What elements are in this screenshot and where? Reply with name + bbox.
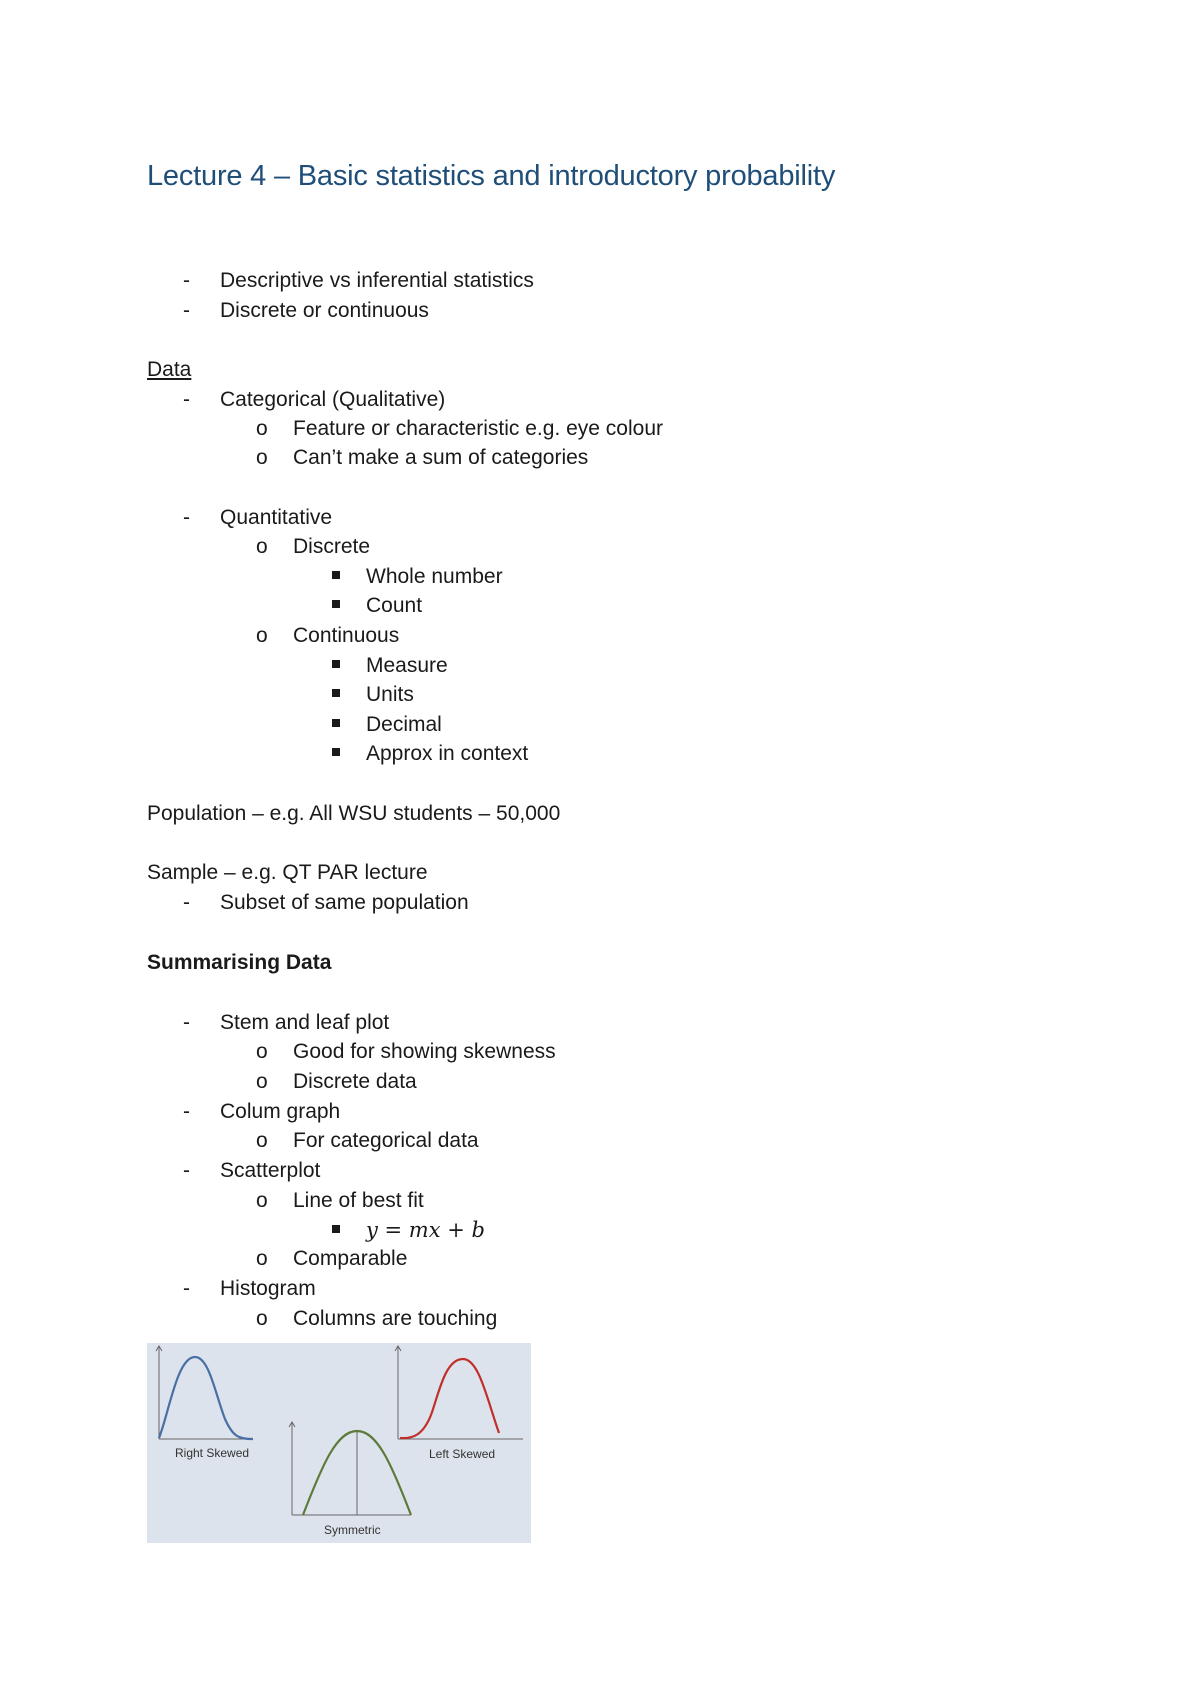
list-item-text: Categorical (Qualitative) — [220, 388, 446, 411]
list-item — [183, 1008, 389, 1038]
list-item-text: Good for showing skewness — [293, 1040, 556, 1063]
list-item — [329, 651, 448, 681]
square-bullet-icon — [332, 689, 340, 697]
circle-bullet: o — [256, 1070, 268, 1093]
list-item — [256, 1067, 417, 1097]
list-item — [256, 621, 399, 651]
list-item — [329, 562, 503, 592]
skewness-figure — [147, 1343, 531, 1543]
list-item — [256, 443, 588, 473]
dash-bullet: - — [183, 1100, 190, 1123]
list-item — [183, 1274, 316, 1304]
dash-bullet: - — [183, 506, 190, 529]
list-item — [329, 739, 528, 769]
list-item — [183, 296, 429, 326]
skewness-diagram — [147, 1343, 531, 1543]
circle-bullet: o — [256, 1247, 268, 1270]
sample-line: Sample – e.g. QT PAR lecture — [147, 861, 428, 884]
circle-bullet: o — [256, 446, 268, 469]
list-item-text: Feature or characteristic e.g. eye colour — [293, 417, 664, 440]
dash-bullet: - — [183, 1159, 190, 1182]
list-item — [183, 266, 534, 296]
list-item — [256, 1244, 407, 1274]
circle-bullet: o — [256, 1189, 268, 1212]
list-item-text: Continuous — [293, 624, 400, 647]
right-skewed-label: Right Skewed — [175, 1446, 250, 1460]
list-item-text: Quantitative — [220, 506, 333, 529]
list-item — [329, 710, 442, 740]
section-heading-data: Data — [147, 358, 192, 381]
dash-bullet: - — [183, 1277, 190, 1300]
left-skewed-curve — [400, 1359, 499, 1438]
population-line: Population – e.g. All WSU students – 50,000 — [147, 802, 561, 825]
section-heading-summarising: Summarising Data — [147, 951, 332, 974]
list-item — [256, 1186, 424, 1216]
dash-bullet: - — [183, 388, 190, 411]
list-item — [183, 1097, 340, 1127]
dash-bullet: - — [183, 1011, 190, 1034]
list-item — [256, 1126, 479, 1156]
left-skewed-label: Left Skewed — [429, 1447, 496, 1461]
list-item-text: Colum graph — [220, 1100, 341, 1123]
list-item — [329, 1215, 485, 1245]
right-skewed-curve — [159, 1357, 253, 1439]
list-item — [256, 414, 663, 444]
dash-bullet: - — [183, 299, 190, 322]
square-bullet-icon — [332, 1225, 340, 1233]
list-item — [256, 532, 370, 562]
page-title: Lecture 4 – Basic statistics and introductory probability — [147, 160, 836, 192]
list-item-text: Histogram — [220, 1277, 316, 1300]
list-item-text: For categorical data — [293, 1129, 479, 1152]
list-item-text: Descriptive vs inferential statistics — [220, 269, 534, 292]
list-item — [256, 1304, 497, 1334]
list-item-text: Discrete or continuous — [220, 299, 429, 322]
list-item-text: Discrete data — [293, 1070, 417, 1093]
right-skewed-axes — [156, 1346, 253, 1439]
list-item-text: Line of best fit — [293, 1189, 424, 1212]
square-bullet-icon — [332, 660, 340, 668]
list-item — [183, 385, 445, 415]
circle-bullet: o — [256, 1040, 268, 1063]
list-item-text: Subset of same population — [220, 891, 469, 914]
list-item-text: Count — [366, 594, 423, 617]
list-item-text: Columns are touching — [293, 1307, 498, 1330]
list-item — [183, 888, 469, 918]
square-bullet-icon — [332, 719, 340, 727]
square-bullet-icon — [332, 571, 340, 579]
list-item-text: Can’t make a sum of categories — [293, 446, 589, 469]
list-item-text: Whole number — [366, 565, 503, 588]
list-item-text: Comparable — [293, 1247, 408, 1270]
circle-bullet: o — [256, 535, 268, 558]
list-item-text: Measure — [366, 654, 448, 677]
dash-bullet: - — [183, 269, 190, 292]
square-bullet-icon — [332, 600, 340, 608]
square-bullet-icon — [332, 748, 340, 756]
list-item-text: Approx in context — [366, 742, 529, 765]
list-item — [329, 591, 422, 621]
list-item-text: Scatterplot — [220, 1159, 321, 1182]
circle-bullet: o — [256, 1129, 268, 1152]
dash-bullet: - — [183, 891, 190, 914]
list-item — [329, 680, 414, 710]
list-item-text: Stem and leaf plot — [220, 1011, 390, 1034]
list-item — [256, 1037, 556, 1067]
circle-bullet: o — [256, 624, 268, 647]
circle-bullet: o — [256, 1307, 268, 1330]
symmetric-label: Symmetric — [324, 1523, 381, 1537]
list-item — [183, 1156, 320, 1186]
list-item-text: Units — [366, 683, 414, 706]
list-item — [183, 503, 332, 533]
circle-bullet: o — [256, 417, 268, 440]
list-item-text: Decimal — [366, 713, 442, 736]
equation: y = mx + b — [366, 1218, 485, 1242]
list-item-text: Discrete — [293, 535, 371, 558]
